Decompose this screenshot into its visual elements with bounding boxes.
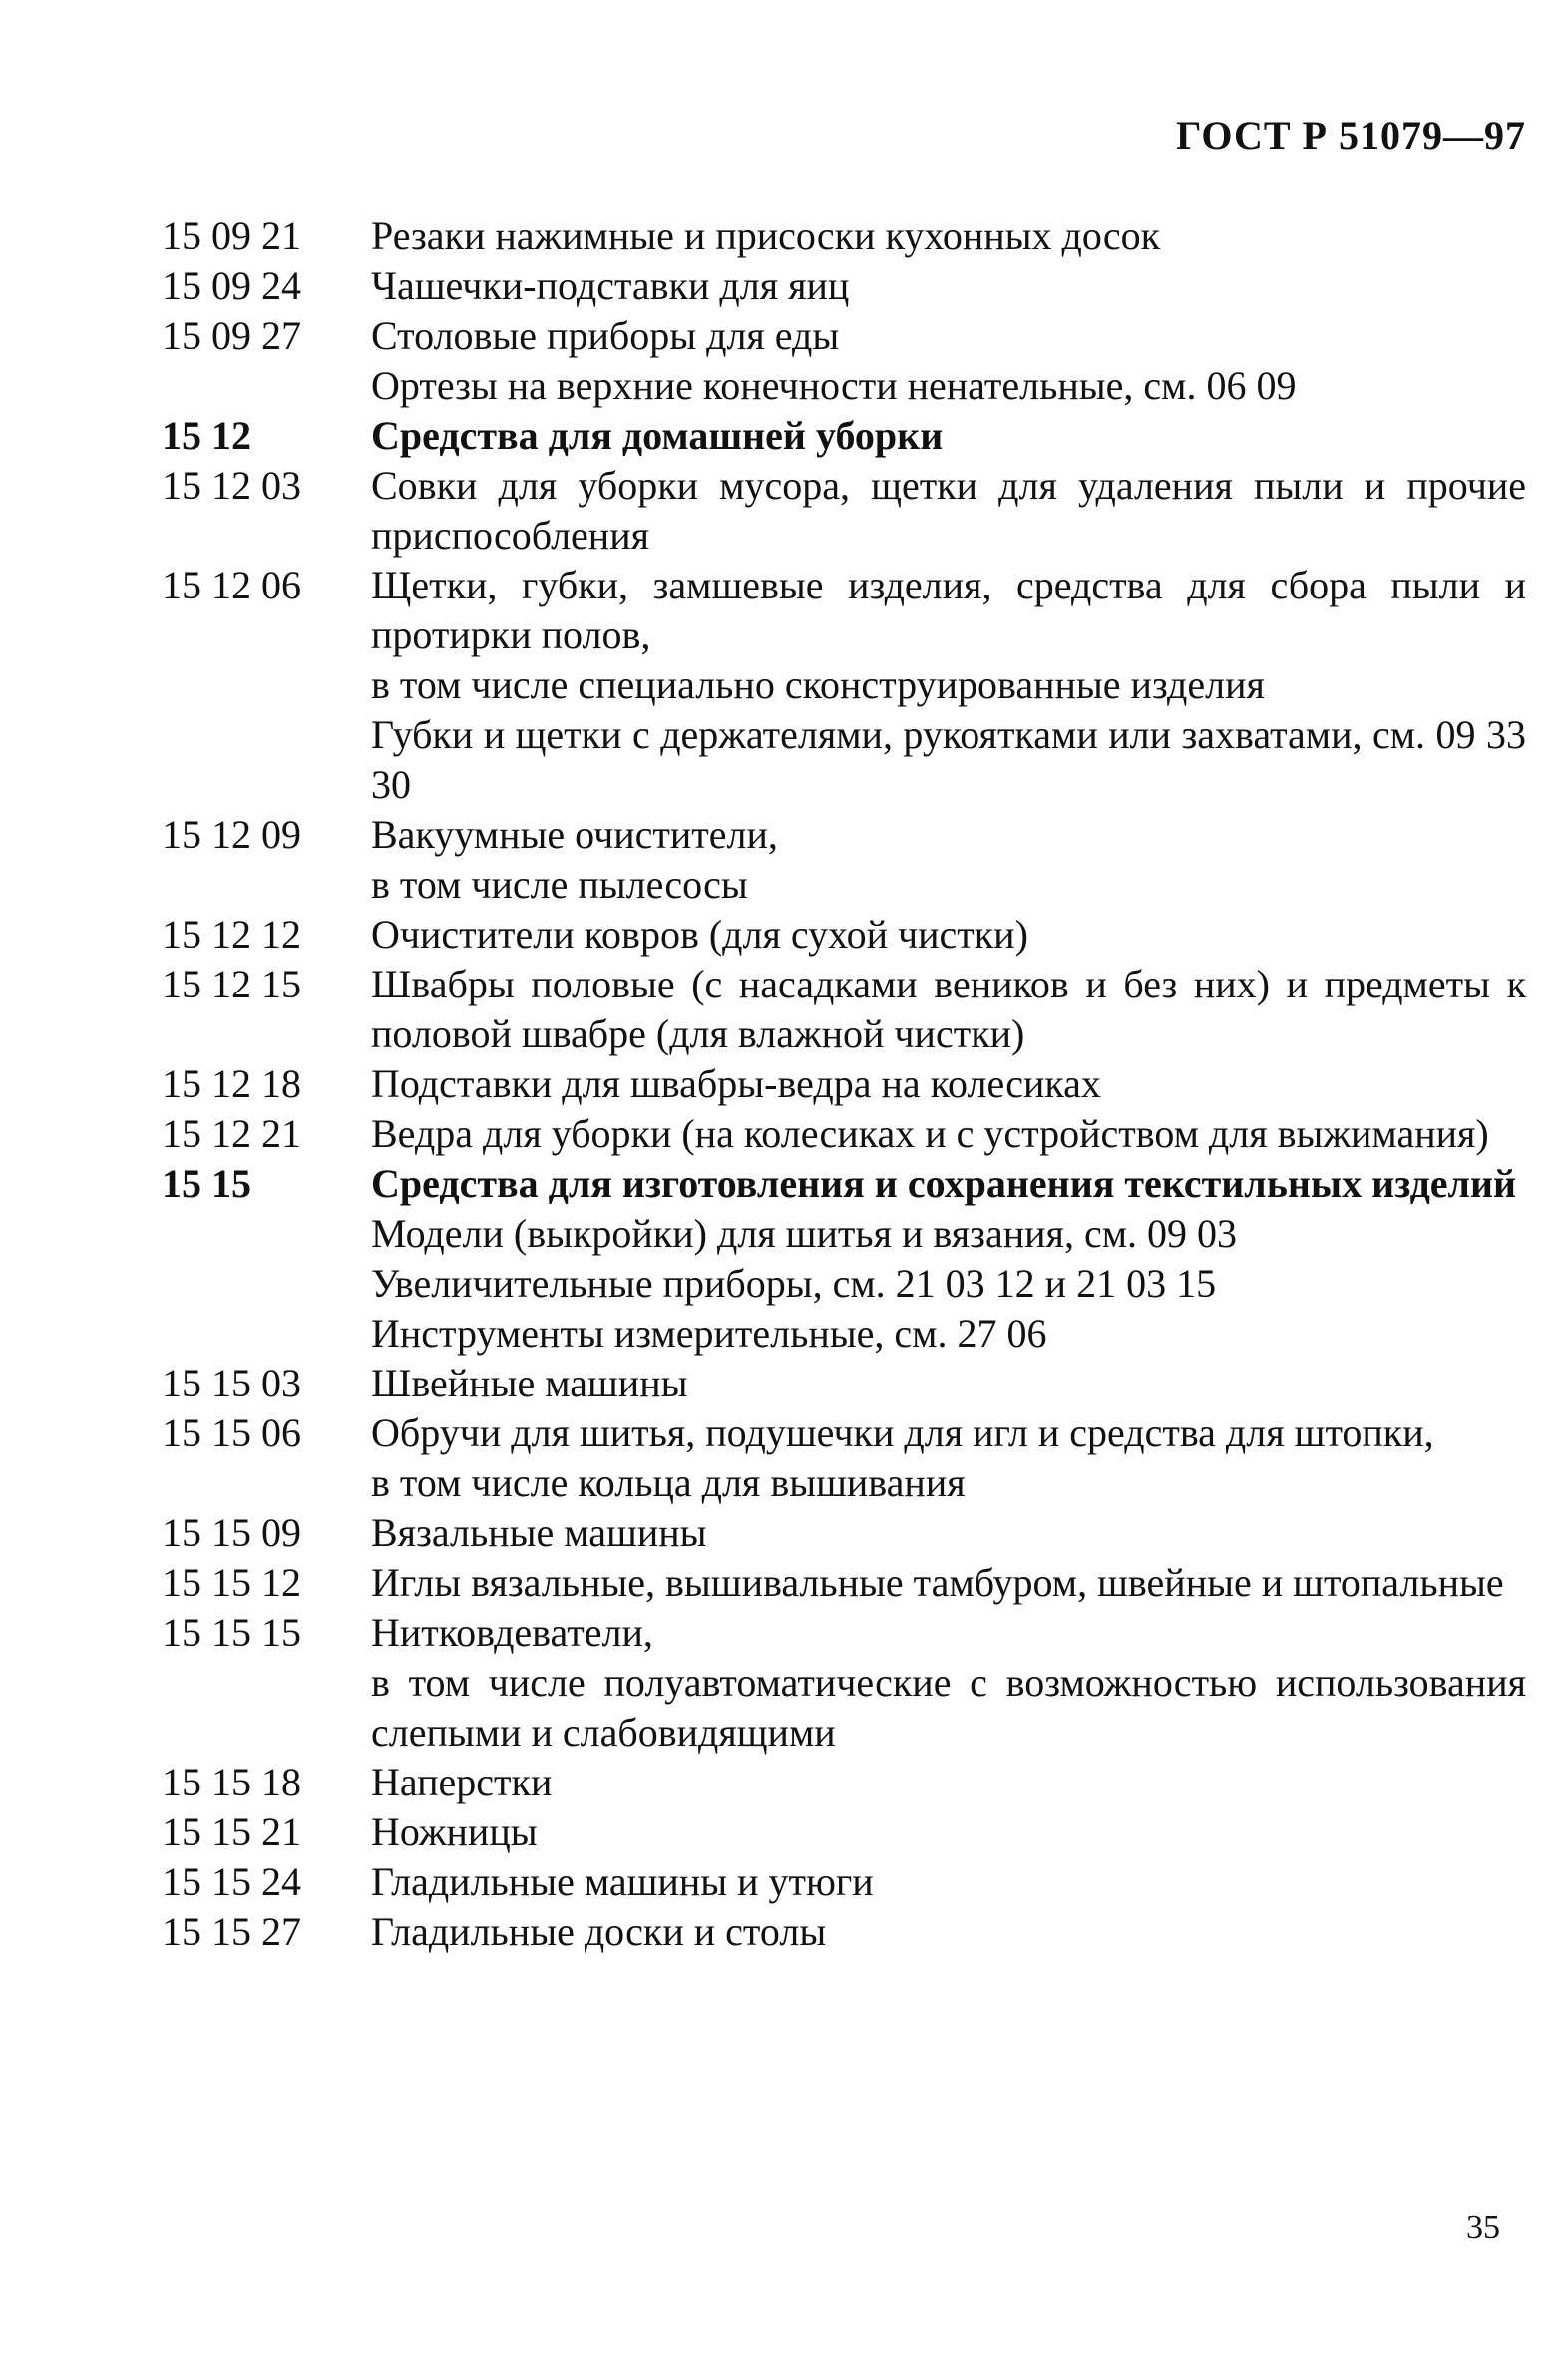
item-code: 15 12 21 bbox=[162, 1111, 301, 1156]
section-title: Средства для домашней уборки bbox=[371, 413, 944, 458]
classification-list bbox=[162, 211, 1526, 1957]
item-text: Инструменты измерительные, см. 27 06 bbox=[371, 1311, 1047, 1356]
item-code: 15 15 18 bbox=[162, 1760, 301, 1804]
list-item bbox=[162, 561, 1526, 660]
item-text: Гладильные доски и столы bbox=[371, 1909, 827, 1954]
item-text: Иглы вязальные, вышивальные тамбуром, швейные и штопальные bbox=[371, 1560, 1504, 1605]
list-item bbox=[162, 1907, 1526, 1957]
item-text: Резаки нажимные и присоски кухонных досок bbox=[371, 213, 1161, 258]
item-text: Чашечки-подставки для яиц bbox=[371, 263, 850, 308]
list-item bbox=[162, 860, 1526, 910]
item-text: Ортезы на верхние конечности ненательные, см. 06 09 bbox=[371, 363, 1297, 408]
item-code: 15 09 27 bbox=[162, 313, 301, 358]
item-code: 15 12 18 bbox=[162, 1061, 301, 1106]
list-item bbox=[162, 261, 1526, 311]
list-item bbox=[162, 1857, 1526, 1907]
item-code: 15 15 06 bbox=[162, 1410, 301, 1455]
item-code: 15 12 15 bbox=[162, 962, 301, 1006]
item-text: в том числе специально сконструированные изделия bbox=[371, 662, 1265, 707]
list-item bbox=[162, 1508, 1526, 1558]
item-text: Вязальные машины bbox=[371, 1510, 707, 1555]
list-item bbox=[162, 211, 1526, 261]
item-text: Швейные машины bbox=[371, 1361, 688, 1405]
list-item bbox=[162, 311, 1526, 361]
item-text: Наперстки bbox=[371, 1760, 553, 1804]
list-item bbox=[162, 1209, 1526, 1259]
item-code: 15 15 09 bbox=[162, 1510, 301, 1555]
list-item bbox=[162, 1458, 1526, 1508]
item-code: 15 15 12 bbox=[162, 1560, 301, 1605]
list-item bbox=[162, 1109, 1526, 1159]
list-item bbox=[162, 910, 1526, 960]
section-heading bbox=[162, 1159, 1526, 1209]
item-code: 15 15 27 bbox=[162, 1909, 301, 1954]
item-code: 15 15 15 bbox=[162, 1610, 301, 1655]
item-text: Обручи для шитья, подушечки для игл и средства для штопки, bbox=[371, 1410, 1434, 1455]
item-code: 15 15 24 bbox=[162, 1859, 301, 1904]
list-item bbox=[162, 1658, 1526, 1758]
item-text: Вакуумные очистители, bbox=[371, 812, 778, 857]
item-text: в том числе полуавтоматические с возможностью использования слепыми и слабовидящими bbox=[371, 1660, 1526, 1755]
item-text: Увеличительные приборы, см. 21 03 12 и 21 03 15 bbox=[371, 1261, 1217, 1306]
item-text: Швабры половые (с насадками веников и без них) и предметы к половой швабре (для влажной чистки) bbox=[371, 962, 1526, 1056]
item-text: Нитковдеватели, bbox=[371, 1610, 653, 1655]
item-code: 15 15 03 bbox=[162, 1361, 301, 1405]
list-item bbox=[162, 1259, 1526, 1309]
list-item bbox=[162, 461, 1526, 561]
list-item bbox=[162, 1309, 1526, 1359]
item-code: 15 15 21 bbox=[162, 1809, 301, 1854]
page-number: 35 bbox=[1466, 2209, 1500, 2246]
document-header: ГОСТ Р 51079—97 bbox=[1175, 113, 1526, 158]
item-text: Губки и щетки с держателями, рукоятками или захватами, см. 09 33 30 bbox=[371, 712, 1526, 807]
item-text: Столовые приборы для еды bbox=[371, 313, 840, 358]
item-code: 15 12 12 bbox=[162, 912, 301, 957]
item-text: Модели (выкройки) для шитья и вязания, см. 09 03 bbox=[371, 1211, 1238, 1256]
list-item bbox=[162, 1059, 1526, 1109]
item-text: Очистители ковров (для сухой чистки) bbox=[371, 912, 1028, 957]
item-text: Подставки для швабры-ведра на колесиках bbox=[371, 1061, 1101, 1106]
list-item bbox=[162, 960, 1526, 1059]
section-heading bbox=[162, 411, 1526, 461]
item-text: в том числе кольца для вышивания bbox=[371, 1460, 966, 1505]
list-item bbox=[162, 1758, 1526, 1807]
section-code: 15 12 bbox=[162, 413, 251, 458]
list-item bbox=[162, 1608, 1526, 1658]
item-text: Щетки, губки, замшевые изделия, средства для сбора пыли и протирки полов, bbox=[371, 563, 1526, 657]
item-text: Совки для уборки мусора, щетки для удаления пыли и прочие приспособления bbox=[371, 463, 1526, 558]
list-item bbox=[162, 710, 1526, 810]
section-title: Средства для изготовления и сохранения текстильных изделий bbox=[371, 1161, 1517, 1206]
list-item bbox=[162, 1408, 1526, 1458]
item-code: 15 12 03 bbox=[162, 463, 301, 508]
section-code: 15 15 bbox=[162, 1161, 251, 1206]
item-text: Гладильные машины и утюги bbox=[371, 1859, 874, 1904]
item-code: 15 09 21 bbox=[162, 213, 301, 258]
list-item bbox=[162, 361, 1526, 411]
item-code: 15 12 06 bbox=[162, 563, 301, 607]
list-item bbox=[162, 1807, 1526, 1857]
item-text: в том числе пылесосы bbox=[371, 862, 748, 907]
item-text: Ведра для уборки (на колесиках и с устройством для выжимания) bbox=[371, 1111, 1489, 1156]
item-text: Ножницы bbox=[371, 1809, 538, 1854]
list-item bbox=[162, 1558, 1526, 1608]
item-code: 15 12 09 bbox=[162, 812, 301, 857]
list-item bbox=[162, 1359, 1526, 1408]
list-item bbox=[162, 660, 1526, 710]
item-code: 15 09 24 bbox=[162, 263, 301, 308]
list-item bbox=[162, 810, 1526, 860]
